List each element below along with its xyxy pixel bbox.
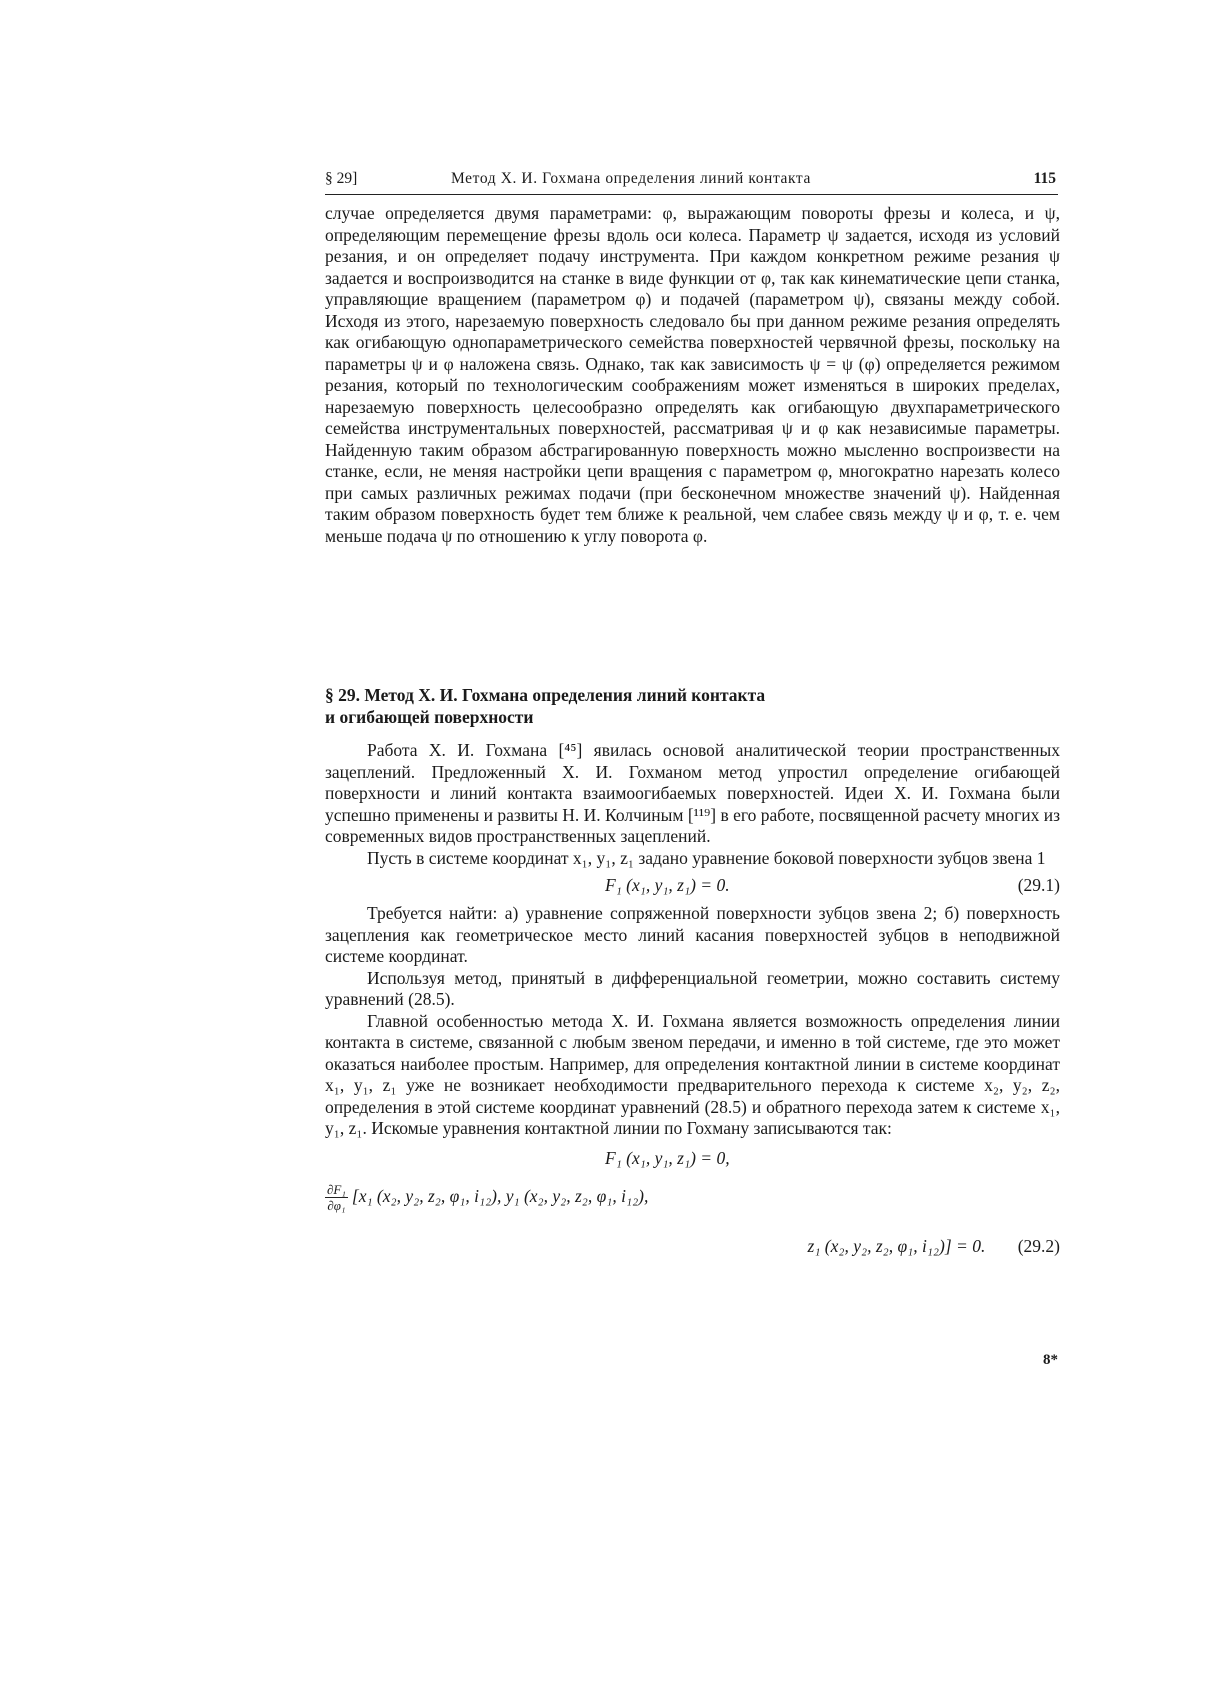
fraction-denominator: ∂φ₁ [327,1197,346,1213]
equation-2-line-2-wrap [325,1182,648,1213]
body-text-main [325,740,1060,1260]
partial-derivative-fraction [325,1182,348,1213]
paragraph-6: Главной особенностью метода Х. И. Гохмана является возможность определения линии контакта в системе, связанной с любым звеном передачи, и именно в той системе, где это может оказаться наиболее простым. Например, для определения контактной линии в системе координат x₁, y₁, z₁ уже не возникает необходимости предварительного перехода к системе x₂, y₂, z₂, определения в этой системе координат уравнений (28.5) и обратного перехода затем к системе x₁, y₁, z₁. Искомые уравнения контактной линии по Гохману записываются так: [325,1010,1060,1138]
equation-1-text: F₁ (x₁, y₁, z₁) = 0. [605,875,730,895]
paragraph-3: Пусть в системе координат x₁, y₁, z₁ задано уравнение боковой поверхности зубцов звена 1 [367,847,1046,868]
section-heading-line-1: § 29. Метод Х. И. Гохмана определения линий контакта [325,685,766,705]
equation-2-number: (29.2) [1017,1235,1060,1256]
equation-2-line-3-wrap [808,1236,1060,1258]
paragraph-2: Работа Х. И. Гохмана [⁴⁵] явилась основой аналитической теории пространственных зацеплений. Предложенный Х. И. Гохманом метод упростил определение огибающей поверхности и линий контакта взаимоогибаемых поверхностей. Идеи Х. И. Гохмана были успешно применены и развиты Н. И. Колчиным [¹¹⁹] в его работе, посвященной расчету многих из современных видов пространственных зацеплений. [325,740,1060,846]
paragraph-4: Требуется найти: а) уравнение сопряженной поверхности зубцов звена 2; б) поверхность зацепления как геометрическое место линий касания поверхностей зубцов в неподвижной системе координат. [325,903,1060,966]
header-title: Метод Х. И. Гохмана определения линий контакта [451,170,811,187]
fraction-numerator: ∂F₁ [327,1181,346,1197]
equation-2-line-2: [x₁ (x₂, y₂, z₂, φ₁, i₁₂), y₁ (x₂, y₂, z₂, φ₁, i₁₂), [351,1186,649,1207]
section-heading-line-2: и огибающей поверхности [325,707,534,727]
equation-29-1 [325,869,1060,903]
paragraph-5: Используя метод, принятый в дифференциальной геометрии, можно составить систему уравнений (28.5). [325,967,1060,1009]
body-text-top [325,203,1060,547]
header-section-ref: § 29] [325,170,358,187]
equation-2-line-3: z₁ (x₂, y₂, z₂, φ₁, i₁₂)] = 0. [807,1235,986,1256]
section-heading [325,684,1060,728]
equation-29-2 [325,1148,1060,1260]
running-header [325,170,1058,195]
equation-2-line-1: F₁ (x₁, y₁, z₁) = 0, [605,1147,730,1168]
paragraph-1: случае определяется двумя параметрами: φ, выражающим повороты фрезы и колеса, и ψ, определяющим перемещение фрезы вдоль оси колеса. Параметр ψ задается, исходя из условий резания, и он определяет подачу инструмента. При каждом конкретном режиме резания ψ задается и воспроизводится на станке в виде функции от φ, так как кинематические цепи станка, управляющие вращением (параметром φ) и подачей (параметром ψ), связаны между собой. Исходя из этого, нарезаемую поверхность следовало бы при данном режиме резания определять как огибающую однопараметрического семейства поверхностей червячной фрезы, поскольку на параметры ψ и φ наложена связь. Однако, так как зависимость ψ = ψ (φ) определяется режимом резания, который по технологическим соображениям может изменяться в широких пределах, нарезаемую поверхность целесообразно определять как огибающую двухпараметрического семейства инструментальных поверхностей, рассматривая ψ и φ как независимые параметры. Найденную таким образом абстрагированную поверхность можно мысленно воспроизвести на станке, если, не меняя настройки цепи вращения с параметром φ, многократно нарезать колесо при самых различных режимах подачи (при бесконечном множестве значений ψ). Найденная таким образом поверхность будет тем ближе к реальной, чем слабее связь между ψ и φ, т. е. чем меньше подача ψ по отношению к углу поворота φ. [325,203,1060,546]
page-number: 115 [1033,170,1056,187]
equation-1-number: (29.1) [1017,875,1060,895]
signature-mark: 8* [1043,1352,1058,1368]
